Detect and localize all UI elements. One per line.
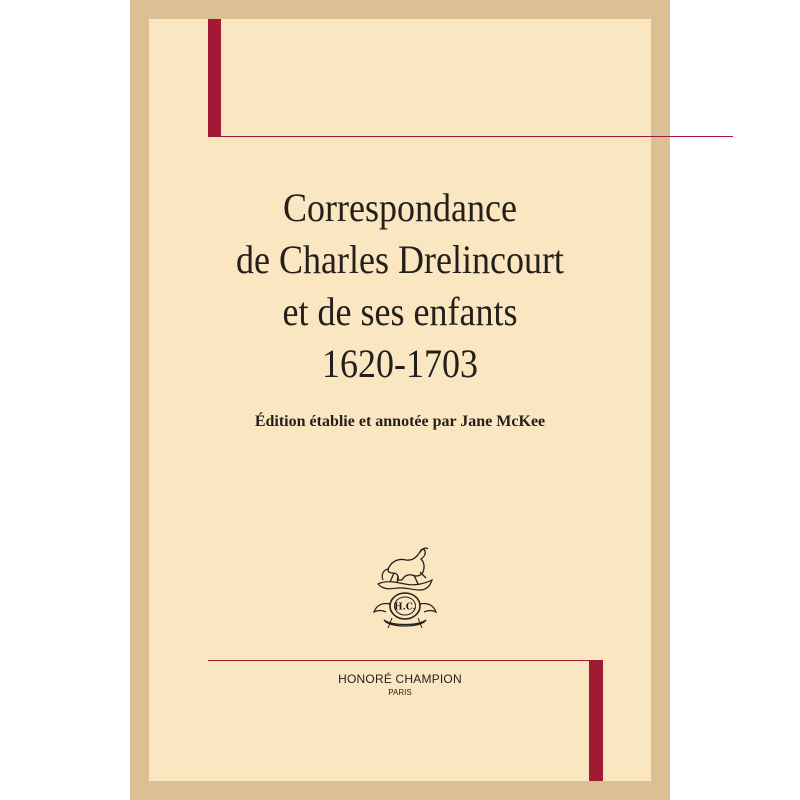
book-cover [130, 0, 670, 800]
title-line: Correspondance [283, 185, 517, 230]
emblem-monogram: H.C. [394, 602, 416, 613]
book-title [130, 182, 670, 390]
accent-rule-bottom [208, 660, 589, 661]
cover-panel [149, 19, 651, 781]
editor-credit: Édition établie et annotée par Jane McKee [254, 413, 546, 430]
publisher-name: HONORÉ CHAMPION [338, 672, 462, 686]
publisher-city: PARIS [388, 688, 412, 697]
accent-bar-top [208, 19, 221, 137]
title-line: de Charles Drelincourt [236, 237, 564, 282]
accent-rule-top [221, 136, 733, 137]
title-line: et de ses enfants [282, 289, 518, 334]
title-line: 1620-1703 [321, 341, 478, 386]
publisher-emblem-icon [368, 540, 442, 632]
